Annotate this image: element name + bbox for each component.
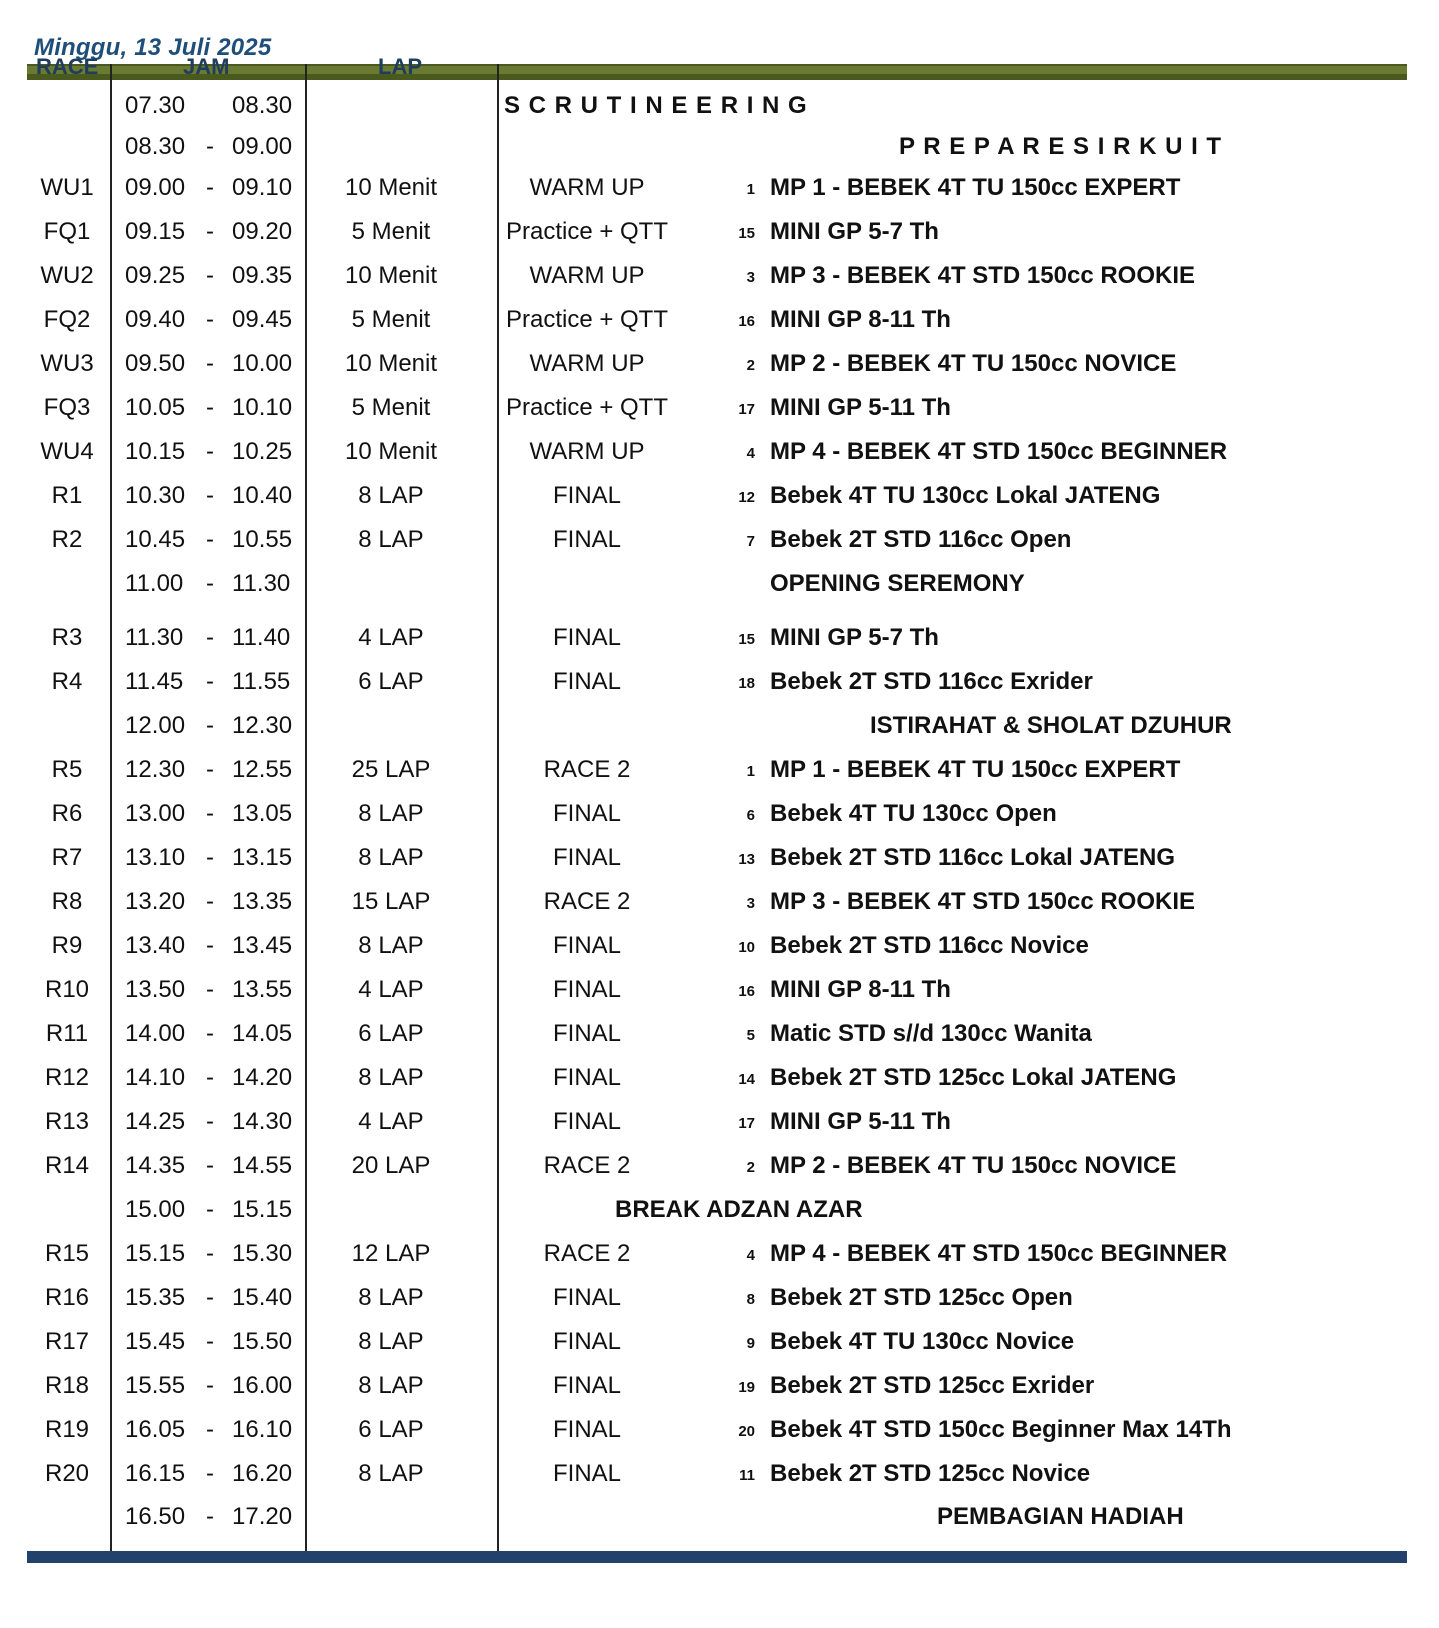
end-time: 08.30 <box>232 92 293 119</box>
start-time: 15.55 <box>125 1372 186 1399</box>
lap-count: 4 LAP <box>358 1108 424 1135</box>
time-separator: - <box>206 1416 214 1443</box>
table-row <box>27 926 1407 966</box>
lap-count: 8 LAP <box>358 800 424 827</box>
start-time: 09.25 <box>125 262 186 289</box>
race-code: R14 <box>44 1152 90 1179</box>
race-code: FQ1 <box>43 218 91 245</box>
session-type: FINAL <box>552 1328 621 1355</box>
lap-count: 5 Menit <box>351 394 431 421</box>
time-separator: - <box>206 570 214 597</box>
table-row <box>27 1190 1407 1230</box>
class-number: 12 <box>738 489 755 506</box>
start-time: 10.05 <box>125 394 186 421</box>
table-row <box>27 706 1407 746</box>
class-name: MINI GP 5-11 Th <box>770 394 951 421</box>
class-name: MP 4 - BEBEK 4T STD 150cc BEGINNER <box>770 438 1228 465</box>
time-separator: - <box>206 976 214 1003</box>
table-row <box>27 212 1407 252</box>
lap-count: 8 LAP <box>358 482 424 509</box>
time-separator: - <box>206 1196 214 1223</box>
end-time: 10.10 <box>232 394 293 421</box>
lap-count: 6 LAP <box>358 1020 424 1047</box>
session-type: Practice + QTT <box>505 218 669 245</box>
end-time: 16.10 <box>232 1416 293 1443</box>
end-time: 13.15 <box>232 844 293 871</box>
table-row <box>27 1058 1407 1098</box>
class-name: Bebek 2T STD 125cc Exrider <box>770 1372 1095 1399</box>
table-row <box>27 1234 1407 1274</box>
start-time: 14.00 <box>125 1020 186 1047</box>
class-number: 10 <box>738 939 755 956</box>
end-time: 13.45 <box>232 932 293 959</box>
end-time: 10.55 <box>232 526 293 553</box>
start-time: 11.30 <box>125 624 184 651</box>
class-name: Bebek 4T TU 130cc Lokal JATENG <box>770 482 1161 509</box>
table-row <box>27 1278 1407 1318</box>
class-name: MINI GP 5-7 Th <box>770 624 939 651</box>
class-name: Bebek 2T STD 116cc Novice <box>770 932 1089 959</box>
race-code: R9 <box>51 932 83 959</box>
end-time: 10.25 <box>232 438 293 465</box>
class-name: Bebek 4T TU 130cc Open <box>770 800 1057 827</box>
end-time: 14.30 <box>232 1108 293 1135</box>
time-separator: - <box>206 174 214 201</box>
lap-count: 4 LAP <box>358 976 424 1003</box>
class-name: MP 2 - BEBEK 4T TU 150cc NOVICE <box>770 350 1177 377</box>
time-separator: - <box>206 1020 214 1047</box>
lap-count: 25 LAP <box>351 756 431 783</box>
time-separator: - <box>206 350 214 377</box>
start-time: 09.50 <box>125 350 186 377</box>
session-type: FINAL <box>552 668 621 695</box>
end-time: 09.45 <box>232 306 293 333</box>
table-row <box>27 882 1407 922</box>
end-time: 16.00 <box>232 1372 293 1399</box>
session-type: FINAL <box>552 1020 621 1047</box>
session-type: FINAL <box>552 482 621 509</box>
end-time: 14.55 <box>232 1152 293 1179</box>
schedule-date: Minggu, 13 Juli 2025 <box>34 34 272 61</box>
class-number: 4 <box>746 445 755 462</box>
lap-count: 5 Menit <box>351 218 431 245</box>
time-separator: - <box>206 218 214 245</box>
class-name: Bebek 2T STD 116cc Lokal JATENG <box>770 844 1176 871</box>
start-time: 14.25 <box>125 1108 186 1135</box>
table-row <box>27 344 1407 384</box>
end-time: 13.35 <box>232 888 293 915</box>
start-time: 15.00 <box>125 1196 186 1223</box>
class-name: Bebek 2T STD 125cc Lokal JATENG <box>770 1064 1177 1091</box>
end-time: 12.30 <box>232 712 293 739</box>
header-jam <box>183 56 229 66</box>
time-separator: - <box>206 1152 214 1179</box>
class-name: MINI GP 5-7 Th <box>770 218 939 245</box>
end-time: 09.20 <box>232 218 293 245</box>
time-separator: - <box>206 1328 214 1355</box>
session-type: FINAL <box>552 526 621 553</box>
footer-bar <box>27 1551 1407 1563</box>
class-name: MP 2 - BEBEK 4T TU 150cc NOVICE <box>770 1152 1177 1179</box>
start-time: 08.30 <box>125 133 186 160</box>
start-time: 09.15 <box>125 218 186 245</box>
class-name: MINI GP 5-11 Th <box>770 1108 951 1135</box>
end-time: 11.30 <box>232 570 291 597</box>
time-separator: - <box>206 712 214 739</box>
end-time: 10.40 <box>232 482 293 509</box>
time-separator: - <box>206 800 214 827</box>
class-number: 18 <box>738 675 755 692</box>
start-time: 10.45 <box>125 526 186 553</box>
lap-count: 8 LAP <box>358 1064 424 1091</box>
race-code: R8 <box>51 888 83 915</box>
start-time: 12.30 <box>125 756 186 783</box>
race-code: R18 <box>44 1372 90 1399</box>
lap-count: 10 Menit <box>344 350 438 377</box>
time-separator: - <box>206 1108 214 1135</box>
race-code: R12 <box>44 1064 90 1091</box>
session-type: WARM UP <box>529 438 645 465</box>
start-time: 09.40 <box>125 306 186 333</box>
table-row <box>27 662 1407 702</box>
class-number: 3 <box>746 895 755 912</box>
class-number: 8 <box>746 1291 755 1308</box>
end-time: 12.55 <box>232 756 293 783</box>
session-type: Practice + QTT <box>505 306 669 333</box>
class-number: 20 <box>738 1423 755 1440</box>
class-number: 19 <box>738 1379 755 1396</box>
start-time: 10.30 <box>125 482 186 509</box>
table-row <box>27 1497 1407 1537</box>
time-separator: - <box>206 1284 214 1311</box>
time-separator: - <box>206 394 214 421</box>
class-number: 17 <box>738 1115 755 1132</box>
table-row <box>27 1102 1407 1142</box>
race-code: FQ2 <box>43 306 91 333</box>
race-code: R1 <box>51 482 83 509</box>
session-type: WARM UP <box>529 262 645 289</box>
session-type: RACE 2 <box>543 1240 631 1267</box>
start-time: 14.35 <box>125 1152 186 1179</box>
time-separator: - <box>206 888 214 915</box>
race-code: R16 <box>44 1284 90 1311</box>
table-row <box>27 564 1407 604</box>
start-time: 15.35 <box>125 1284 186 1311</box>
special-event: OPENING SEREMONY <box>770 570 1025 597</box>
start-time: 16.15 <box>125 1460 186 1487</box>
time-separator: - <box>206 1064 214 1091</box>
table-row <box>27 168 1407 208</box>
session-type: FINAL <box>552 1372 621 1399</box>
lap-count: 8 LAP <box>358 526 424 553</box>
class-name: Bebek 4T TU 130cc Novice <box>770 1328 1075 1355</box>
start-time: 16.05 <box>125 1416 186 1443</box>
end-time: 16.20 <box>232 1460 293 1487</box>
race-code: WU4 <box>40 438 94 465</box>
class-number: 2 <box>746 1159 755 1176</box>
table-row <box>27 1146 1407 1186</box>
session-type: WARM UP <box>529 174 645 201</box>
lap-count: 6 LAP <box>358 668 424 695</box>
lap-count: 12 LAP <box>351 1240 431 1267</box>
session-type: FINAL <box>552 624 621 651</box>
lap-count: 20 LAP <box>351 1152 431 1179</box>
session-type: FINAL <box>552 932 621 959</box>
class-name: Matic STD s//d 130cc Wanita <box>770 1020 1092 1047</box>
table-row <box>27 1366 1407 1406</box>
table-row <box>27 520 1407 560</box>
class-name: Bebek 2T STD 116cc Open <box>770 526 1072 553</box>
lap-count: 8 LAP <box>358 1284 424 1311</box>
end-time: 14.05 <box>232 1020 293 1047</box>
race-code: R3 <box>51 624 83 651</box>
lap-count: 10 Menit <box>344 262 438 289</box>
lap-count: 8 LAP <box>358 844 424 871</box>
special-event: P R E P A R E S I R K U I T <box>899 133 1223 160</box>
race-code: R20 <box>44 1460 90 1487</box>
end-time: 14.20 <box>232 1064 293 1091</box>
end-time: 15.50 <box>232 1328 293 1355</box>
header-race <box>36 56 98 66</box>
session-type: FINAL <box>552 1416 621 1443</box>
end-time: 15.15 <box>232 1196 293 1223</box>
class-number: 14 <box>738 1071 755 1088</box>
race-code: R15 <box>44 1240 90 1267</box>
class-number: 6 <box>746 807 755 824</box>
class-name: MP 4 - BEBEK 4T STD 150cc BEGINNER <box>770 1240 1228 1267</box>
session-type: RACE 2 <box>543 756 631 783</box>
start-time: 13.10 <box>125 844 186 871</box>
end-time: 17.20 <box>232 1503 293 1530</box>
race-code: FQ3 <box>43 394 91 421</box>
class-name: MP 3 - BEBEK 4T STD 150cc ROOKIE <box>770 888 1196 915</box>
end-time: 09.00 <box>232 133 293 160</box>
time-separator: - <box>206 262 214 289</box>
table-row <box>27 750 1407 790</box>
table-row <box>27 794 1407 834</box>
class-name: MP 1 - BEBEK 4T TU 150cc EXPERT <box>770 756 1181 783</box>
time-separator: - <box>206 526 214 553</box>
table-row <box>27 618 1407 658</box>
table-row <box>27 476 1407 516</box>
class-number: 16 <box>738 313 755 330</box>
lap-count: 10 Menit <box>344 438 438 465</box>
lap-count: 8 LAP <box>358 1328 424 1355</box>
table-row <box>27 300 1407 340</box>
header-bar-inner <box>27 66 1407 74</box>
end-time: 10.00 <box>232 350 293 377</box>
session-type: FINAL <box>552 1460 621 1487</box>
class-number: 17 <box>738 401 755 418</box>
special-event: S C R U T I N E E R I N G <box>504 92 808 119</box>
race-code: R5 <box>51 756 83 783</box>
session-type: RACE 2 <box>543 1152 631 1179</box>
class-number: 9 <box>746 1335 755 1352</box>
class-name: MP 3 - BEBEK 4T STD 150cc ROOKIE <box>770 262 1196 289</box>
start-time: 11.45 <box>125 668 184 695</box>
table-row <box>27 1014 1407 1054</box>
time-separator: - <box>206 1372 214 1399</box>
class-number: 3 <box>746 269 755 286</box>
session-type: WARM UP <box>529 350 645 377</box>
race-code: R2 <box>51 526 83 553</box>
session-type: RACE 2 <box>543 888 631 915</box>
session-type: FINAL <box>552 1064 621 1091</box>
class-name: MP 1 - BEBEK 4T TU 150cc EXPERT <box>770 174 1181 201</box>
class-number: 2 <box>746 357 755 374</box>
class-number: 15 <box>738 225 755 242</box>
header-lap <box>378 56 422 66</box>
time-separator: - <box>206 1460 214 1487</box>
end-time: 15.30 <box>232 1240 293 1267</box>
race-code: R4 <box>51 668 83 695</box>
session-type: Practice + QTT <box>505 394 669 421</box>
class-number: 1 <box>746 181 755 198</box>
race-code: R19 <box>44 1416 90 1443</box>
class-number: 13 <box>738 851 755 868</box>
lap-count: 15 LAP <box>351 888 431 915</box>
start-time: 07.30 <box>125 92 186 119</box>
start-time: 16.50 <box>125 1503 186 1530</box>
time-separator: - <box>206 1503 214 1530</box>
start-time: 15.45 <box>125 1328 186 1355</box>
table-row <box>27 256 1407 296</box>
class-name: MINI GP 8-11 Th <box>770 976 951 1003</box>
start-time: 13.40 <box>125 932 186 959</box>
lap-count: 8 LAP <box>358 1372 424 1399</box>
race-code: R11 <box>45 1020 89 1047</box>
table-row <box>27 1322 1407 1362</box>
session-type: FINAL <box>552 976 621 1003</box>
time-separator: - <box>206 306 214 333</box>
lap-count: 6 LAP <box>358 1416 424 1443</box>
end-time: 09.35 <box>232 262 293 289</box>
end-time: 11.40 <box>232 624 291 651</box>
lap-count: 5 Menit <box>351 306 431 333</box>
class-name: Bebek 2T STD 125cc Novice <box>770 1460 1091 1487</box>
time-separator: - <box>206 438 214 465</box>
session-type: FINAL <box>552 1108 621 1135</box>
class-number: 4 <box>746 1247 755 1264</box>
class-name: Bebek 4T STD 150cc Beginner Max 14Th <box>770 1416 1232 1443</box>
table-row <box>27 970 1407 1010</box>
session-type: FINAL <box>552 800 621 827</box>
race-code: R10 <box>44 976 90 1003</box>
lap-count: 8 LAP <box>358 1460 424 1487</box>
start-time: 11.00 <box>125 570 184 597</box>
time-separator: - <box>206 932 214 959</box>
end-time: 11.55 <box>232 668 291 695</box>
time-separator: - <box>206 844 214 871</box>
class-number: 11 <box>739 1467 755 1484</box>
time-separator: - <box>206 624 214 651</box>
lap-count: 4 LAP <box>358 624 424 651</box>
end-time: 15.40 <box>232 1284 293 1311</box>
table-row <box>27 1454 1407 1494</box>
table-row <box>27 388 1407 428</box>
race-code: R7 <box>51 844 83 871</box>
race-code: R6 <box>51 800 83 827</box>
start-time: 15.15 <box>125 1240 186 1267</box>
start-time: 12.00 <box>125 712 186 739</box>
session-type: FINAL <box>552 844 621 871</box>
start-time: 10.15 <box>125 438 186 465</box>
lap-count: 10 Menit <box>344 174 438 201</box>
start-time: 13.50 <box>125 976 186 1003</box>
class-number: 7 <box>746 533 755 550</box>
special-event: BREAK ADZAN AZAR <box>615 1196 863 1223</box>
table-row <box>27 86 1407 126</box>
race-code: WU1 <box>40 174 94 201</box>
start-time: 13.00 <box>125 800 186 827</box>
class-name: Bebek 2T STD 125cc Open <box>770 1284 1073 1311</box>
class-number: 1 <box>746 763 755 780</box>
start-time: 14.10 <box>125 1064 186 1091</box>
time-separator: - <box>206 1240 214 1267</box>
class-number: 16 <box>738 983 755 1000</box>
end-time: 13.05 <box>232 800 293 827</box>
class-number: 5 <box>746 1027 755 1044</box>
time-separator: - <box>206 133 214 160</box>
end-time: 13.55 <box>232 976 293 1003</box>
class-name: Bebek 2T STD 116cc Exrider <box>770 668 1093 695</box>
end-time: 09.10 <box>232 174 293 201</box>
race-code: WU3 <box>40 350 94 377</box>
race-code: R13 <box>44 1108 90 1135</box>
session-type: FINAL <box>552 1284 621 1311</box>
special-event: PEMBAGIAN HADIAH <box>937 1503 1184 1530</box>
table-row <box>27 838 1407 878</box>
table-row <box>27 432 1407 472</box>
special-event: ISTIRAHAT & SHOLAT DZUHUR <box>870 712 1232 739</box>
time-separator: - <box>206 756 214 783</box>
time-separator: - <box>206 482 214 509</box>
table-row <box>27 127 1407 167</box>
class-name: MINI GP 8-11 Th <box>770 306 951 333</box>
lap-count: 8 LAP <box>358 932 424 959</box>
race-code: R17 <box>44 1328 90 1355</box>
start-time: 09.00 <box>125 174 186 201</box>
time-separator: - <box>206 668 214 695</box>
race-code: WU2 <box>40 262 94 289</box>
class-number: 15 <box>738 631 755 648</box>
start-time: 13.20 <box>125 888 186 915</box>
table-row <box>27 1410 1407 1450</box>
